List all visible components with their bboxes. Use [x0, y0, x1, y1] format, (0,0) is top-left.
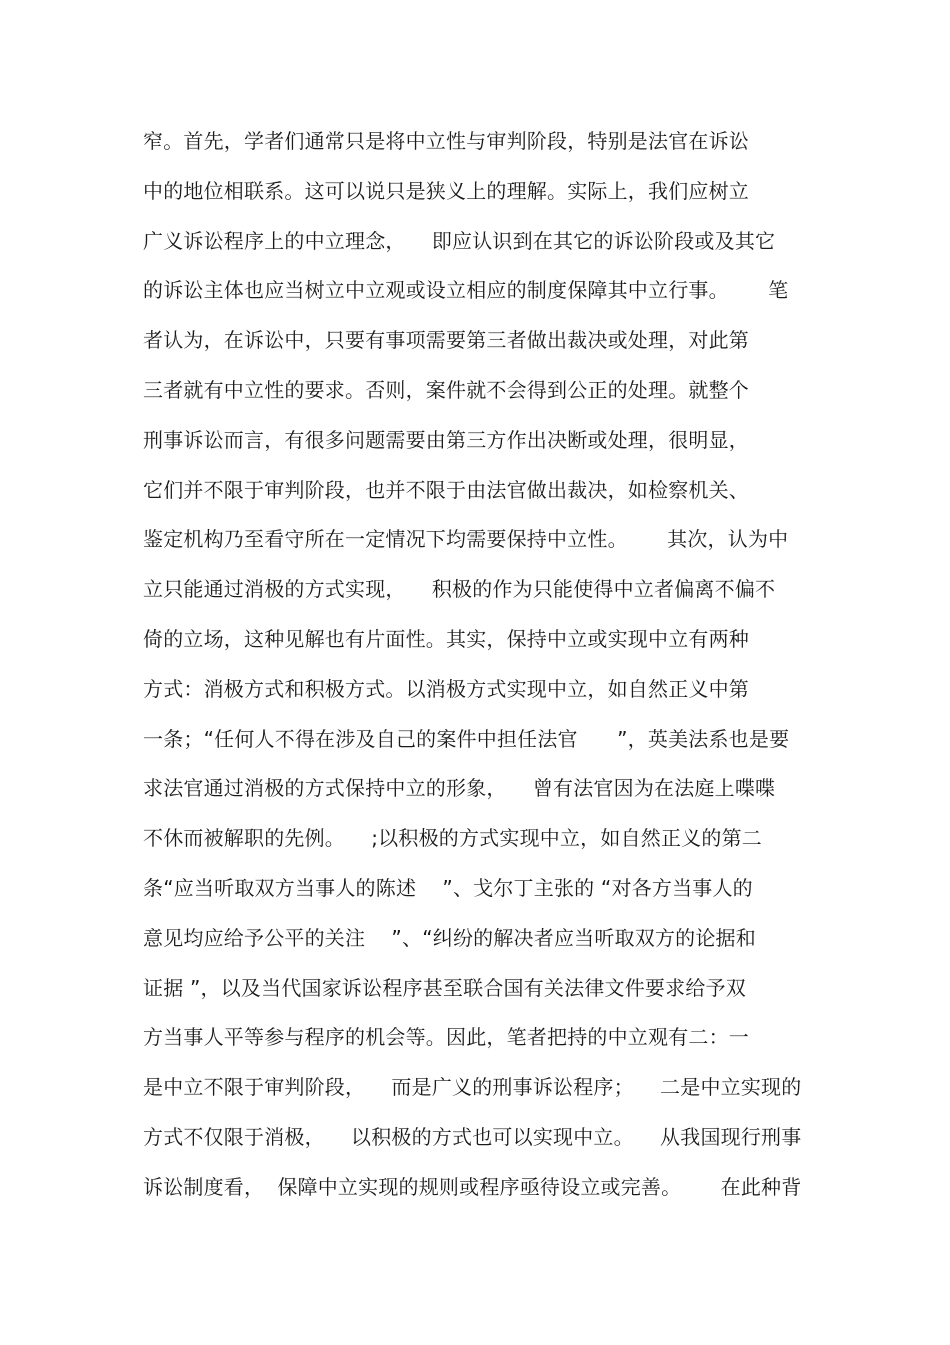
- text-line: 不休而被解职的先例。 ;以积极的方式实现中立，如自然正义的第二: [143, 826, 762, 851]
- text-line: 诉讼制度看， 保障中立实现的规则或程序亟待设立或完善。 在此种背: [143, 1174, 802, 1199]
- text-line: 刑事诉讼而言，有很多问题需要由第三方作出决断或处理，很明显，: [143, 427, 749, 452]
- text-line: 鉴定机构乃至看守所在一定情况下均需要保持中立性。 其次，认为中: [143, 527, 789, 552]
- text-line: 三者就有中立性的要求。否则，案件就不会得到公正的处理。就整个: [143, 377, 749, 402]
- text-line: 立只能通过消极的方式实现， 积极的作为只能使得中立者偏离不偏不: [143, 577, 776, 602]
- text-line: 它们并不限于审判阶段，也并不限于由法官做出裁决，如检察机关、: [143, 477, 749, 502]
- text-line: 方当事人平等参与程序的机会等。因此，笔者把持的中立观有二：一: [143, 1025, 749, 1050]
- text-line: 是中立不限于审判阶段， 而是广义的刑事诉讼程序； 二是中立实现的: [143, 1075, 802, 1100]
- text-line: 倚的立场，这种见解也有片面性。其实，保持中立或实现中立有两种: [143, 626, 749, 651]
- text-line: 求法官通过消极的方式保持中立的形象， 曾有法官因为在法庭上喋喋: [143, 776, 776, 801]
- text-line: 方式：消极方式和积极方式。以消极方式实现中立，如自然正义中第: [143, 676, 749, 701]
- text-line: 广义诉讼程序上的中立理念， 即应认识到在其它的诉讼阶段或及其它: [143, 228, 776, 253]
- text-line: 一条；“任何人不得在涉及自己的案件中担任法官 ”，英美法系也是要: [143, 726, 790, 751]
- text-line: 方式不仅限于消极， 以积极的方式也可以实现中立。 从我国现行刑事: [143, 1124, 802, 1149]
- text-line: 中的地位相联系。这可以说只是狭义上的理解。实际上，我们应树立: [143, 178, 749, 203]
- text-line: 条“应当听取双方当事人的陈述 ”、戈尔丁主张的 “对各方当事人的: [143, 875, 753, 900]
- text-line: 证据 ”，以及当代国家诉讼程序甚至联合国有关法律文件要求给予双: [143, 975, 746, 1000]
- text-line: 者认为，在诉讼中，只要有事项需要第三者做出裁决或处理，对此第: [143, 328, 749, 353]
- text-line: 意见均应给予公平的关注 ”、“纠纷的解决者应当听取双方的论据和: [143, 925, 756, 950]
- text-line: 的诉讼主体也应当树立中立观或设立相应的制度保障其中立行事。 笔: [143, 278, 789, 303]
- body-text: [143, 121, 823, 1217]
- text-line: 窄。首先，学者们通常只是将中立性与审判阶段，特别是法官在诉讼: [143, 129, 749, 153]
